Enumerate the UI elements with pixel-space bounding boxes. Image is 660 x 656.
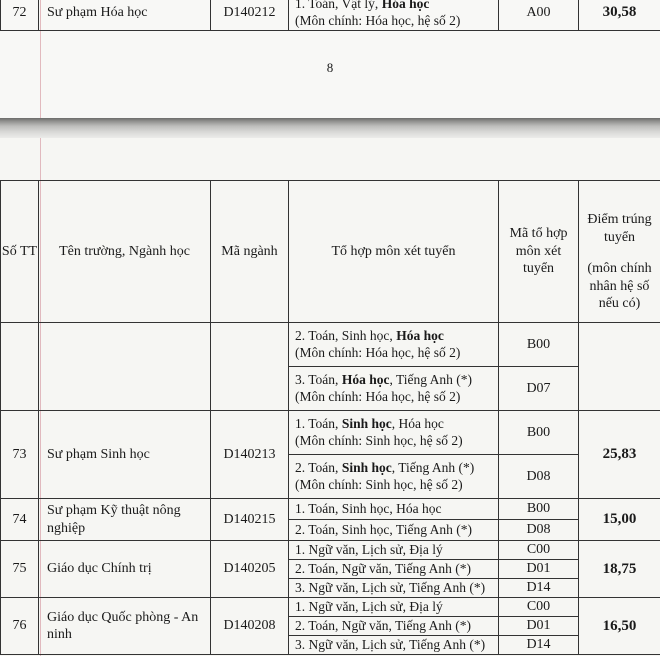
combo-cell: 2. Toán, Sinh học, Hóa học (Môn chính: Hóa học, hệ số 2) [289,323,499,367]
group-code-cell: B00 [499,323,579,367]
score-cell: 16,50 [579,598,660,655]
page-number: 8 [326,60,334,75]
program-code-cell [211,323,289,411]
table-row [1,323,660,367]
table-row [1,411,660,455]
program-code-cell: D140215 [211,499,289,541]
header-score [579,181,660,323]
header-combo: Tổ hợp môn xét tuyển [289,181,499,323]
stt-cell: 75 [1,541,39,598]
header-code: Mã ngành [211,181,289,323]
group-code-cell: A00 [499,0,579,31]
combo-cell: 2. Toán, Sinh học, Tiếng Anh (*) (Môn chính: Sinh học, hệ số 2) [289,455,499,499]
table-row [1,499,660,520]
group-code-cell: C00 [499,598,579,617]
combo-cell: 3. Ngữ văn, Lịch sử, Tiếng Anh (*) [289,636,499,655]
page-gap [0,118,660,138]
stt-cell: 73 [1,411,39,499]
table-row [1,598,660,617]
score-cell: 15,00 [579,499,660,541]
header-name: Tên trường, Ngành học [39,181,211,323]
header-row [1,181,660,323]
combo-cell: 2. Toán, Ngữ văn, Tiếng Anh (*) [289,560,499,579]
score-cell: 30,58 [579,0,660,31]
group-code-cell: D14 [499,579,579,598]
group-code-cell: D08 [499,520,579,541]
score-cell [579,323,660,411]
admission-table [0,180,660,655]
group-code-cell: D01 [499,560,579,579]
program-code-cell: D140213 [211,411,289,499]
group-code-cell: D14 [499,636,579,655]
program-code-cell: D140205 [211,541,289,598]
group-code-cell: B00 [499,499,579,520]
combo-cell: 1. Toán, Sinh học, Hóa học (Môn chính: Sinh học, hệ số 2) [289,411,499,455]
combo-cell: 3. Ngữ văn, Lịch sử, Tiếng Anh (*) [289,579,499,598]
combo-cell: 3. Toán, Hóa học, Tiếng Anh (*) (Môn chính: Hóa học, hệ số 2) [289,367,499,411]
score-cell: 25,83 [579,411,660,499]
group-code-cell: D07 [499,367,579,411]
program-code-cell: D140208 [211,598,289,655]
combo-cell: 1. Ngữ văn, Lịch sử, Địa lý [289,541,499,560]
program-name-cell: Sư phạm Sinh học [39,411,211,499]
table-row [1,541,660,560]
header-score-main: Điểm trúng tuyển [587,212,652,245]
combo-cell: 1. Toán, Vật lý, Hóa học (Môn chính: Hóa học, hệ số 2) [289,0,499,31]
combo-cell: 2. Toán, Sinh học, Tiếng Anh (*) [289,520,499,541]
stt-cell: 76 [1,598,39,655]
header-score-note: (môn chính nhân hệ số nếu có) [587,261,652,311]
score-cell: 18,75 [579,541,660,598]
group-code-cell: D08 [499,455,579,499]
program-code-cell: D140212 [211,0,289,31]
program-name-cell: Sư phạm Kỹ thuật nông nghiệp [39,499,211,541]
stt-cell [1,323,39,411]
table-row [1,0,660,31]
group-code-cell: B00 [499,411,579,455]
program-name-cell: Giáo dục Chính trị [39,541,211,598]
group-code-cell: D01 [499,617,579,636]
combo-cell: 1. Toán, Sinh học, Hóa học [289,499,499,520]
program-name-cell [39,323,211,411]
program-name-cell: Sư phạm Hóa học [39,0,211,31]
top-table [0,0,660,31]
header-group: Mã tổ hợp môn xét tuyển [499,181,579,323]
combo-cell: 1. Ngữ văn, Lịch sử, Địa lý [289,598,499,617]
combo-cell: 2. Toán, Ngữ văn, Tiếng Anh (*) [289,617,499,636]
program-name-cell: Giáo dục Quốc phòng - An ninh [39,598,211,655]
stt-cell: 74 [1,499,39,541]
stt-cell: 72 [1,0,39,31]
header-stt: Số TT [1,181,39,323]
group-code-cell: C00 [499,541,579,560]
